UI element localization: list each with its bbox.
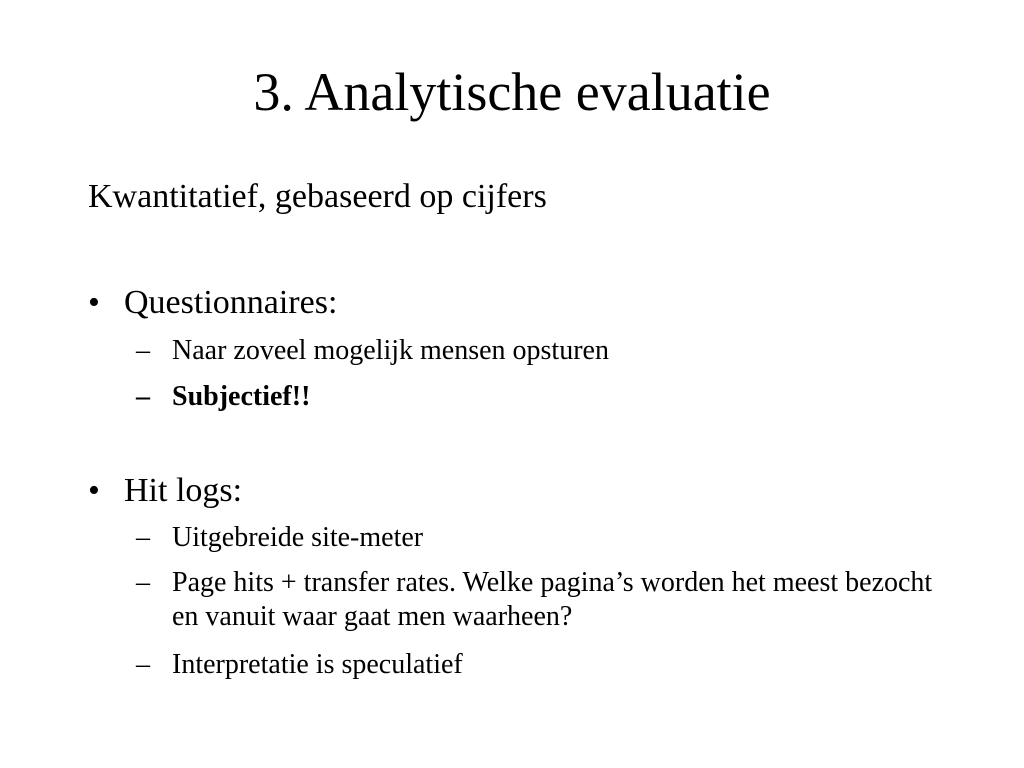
sub-bullet-label: Uitgebreide site-meter (172, 522, 424, 553)
sub-bullet-item (136, 380, 936, 414)
bullet-marker: • (88, 284, 100, 321)
sub-bullet-marker: – (136, 522, 150, 553)
bullet-marker: • (88, 472, 100, 509)
sub-bullet-item (136, 566, 936, 634)
slide-title: 3. Analytische evaluatie (253, 62, 771, 122)
sub-bullet-label: Naar zoveel mogelijk mensen opsturen (172, 335, 609, 366)
sub-bullet-label: Interpretatie is speculatief (172, 649, 463, 680)
sub-bullet-item (136, 334, 936, 368)
sub-bullet-label: Page hits + transfer rates. Welke pagina’s worden het meest bezocht en vanuit waar gaat men waarheen? (172, 567, 933, 632)
sub-bullet-item (136, 521, 936, 555)
intro-text: Kwantitatief, gebaseerd op cijfers (88, 178, 547, 215)
sub-bullet-label: Subjectief!! (172, 381, 311, 412)
bullet-label: Hit logs: (124, 472, 243, 509)
bullet-label: Questionnaires: (124, 284, 338, 321)
sub-bullet-marker: – (136, 649, 150, 680)
sub-bullet-marker: – (136, 381, 150, 412)
sub-bullet-marker: – (136, 335, 150, 366)
sub-bullet-item (136, 648, 936, 682)
sub-bullet-marker: – (136, 567, 150, 598)
